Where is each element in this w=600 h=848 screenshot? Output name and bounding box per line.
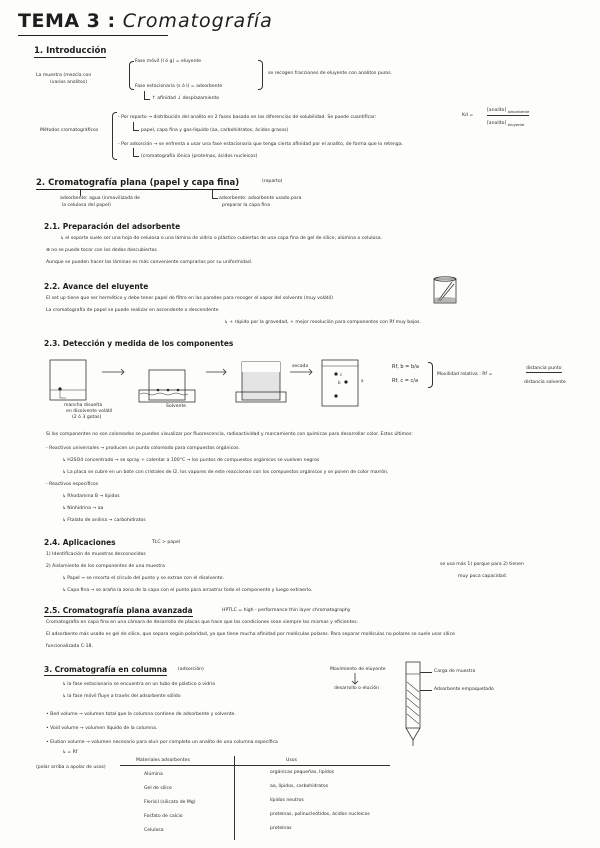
apl-5: se usa más 1) porque para 2) tienen [440, 562, 524, 567]
s1-brace [129, 61, 134, 90]
movilidad-label: Movilidad relativa : Rf = [437, 372, 493, 377]
rf-b: Rf, b = b/a [392, 364, 419, 370]
det-5: - Reactivos específicos [46, 482, 99, 487]
s1-heading: 1. Introducción [34, 46, 107, 56]
det-1: Si los componentes no son coloreados se pueden visualizar por fluorescencia, radioactividad y marcamiento con químicas para desarrollar color. Estos últimos: [46, 432, 413, 437]
det-3: ↳ H2SO4 concentrado → se spray + calentar a 100°C → los puntos de compuestos orgánicos se vuelven negros [62, 458, 320, 463]
b-4: ↳ = Rf [62, 750, 78, 755]
s24-heading: 2.4. Aplicaciones [44, 538, 116, 547]
down-arrow-icon [350, 672, 360, 686]
table-row-mat: Gel de sílice [144, 786, 172, 791]
s2-heading: 2. Cromatografía plana (papel y capa fina) [36, 178, 240, 188]
table-row-mat: Florisil (silicato de Mg) [144, 800, 196, 805]
solvente-label: Solvente [166, 404, 187, 409]
s21-a: ↳ el soporte suele ser una hoja de celulosa o una lámina de vidrio o plástico cubiertas de una capa fina de gel de sílice, alúmina o celulosa. [60, 236, 383, 241]
b-3: • Elution volume → volumen necesario para eluir por completo un analito de una columna específica [46, 740, 278, 745]
mov-num: distancia punto [526, 366, 562, 371]
mov-den: distancia solvente [524, 380, 566, 385]
apl-3: ↳ Papel → se recorta el círculo del punto y se extrae con el disolvente. [62, 576, 225, 581]
s22-b: La cromatografía de papel se puede realizar en ascendente o descendente [46, 308, 219, 313]
title-sub: Cromatografía [122, 10, 273, 32]
s2-ads-c: adsorbente: adsorbente usado para [219, 196, 302, 201]
page-title [18, 10, 273, 32]
plate-2 [149, 370, 185, 400]
s21-b: ⊛ no se puede tocar con los dedos descubiertos [46, 248, 157, 253]
s1-muestra: La muestra (mezcla con [36, 73, 92, 78]
tlc-label: TLC > papel [152, 540, 181, 545]
s3-heading: 3. Cromatografía en columna [44, 665, 168, 674]
s1-m1-hook [133, 122, 139, 131]
detection-diagram [44, 352, 524, 422]
det-6: ↳ Rhodamina B → lípidos [62, 494, 120, 499]
rf-brace [428, 362, 433, 388]
b-1: • Bed volume → volumen total que la columna contiene de adsorbente y solvente. [46, 712, 236, 717]
s1-m1: - Por reparto → distribución del analito en 2 fases basado en las diferencias de solubilidad. Se puede cuantificar: [118, 115, 377, 120]
table-row-uso: proteínas, polinucleótidos, ácidos nucleicos [270, 812, 370, 817]
hptlc-label: HPTLC = high - performance thin layer chromatography [222, 608, 351, 613]
s25-c: funcionalizada C-18. [46, 644, 93, 649]
s21-heading: 2.1. Preparación del adsorbente [44, 222, 181, 231]
s23-heading: 2.3. Detección y medida de los componentes [44, 339, 234, 348]
table-row-uso: lípidos neutros [270, 798, 304, 803]
mov-eluyente-b: desarrollo o elución [334, 686, 379, 691]
s25-b: El adsorbente más usado es gel de sílice, que separa según polaridad, ya que tiene mucha afinidad por moléculas polares. Para separar moléculas no polares se suele usar sílice [46, 632, 455, 637]
s1-kd [462, 113, 473, 119]
table-row-mat: Celulosa [144, 828, 164, 833]
mancha-c: (2 ó 3 gotas) [72, 415, 102, 420]
b-2: • Void volume → volumen líquido de la columna. [46, 726, 158, 731]
s3-adsorcion: (adsorción) [178, 667, 204, 672]
s1-m2b: (cromatografía iónica (proteínas, ácidos nucleicos) [141, 154, 258, 159]
polar-note: (polar arriba a apolar de usos) [36, 765, 106, 770]
title-main: TEMA 3 : [18, 10, 116, 32]
apl-1: 1) Identificación de muestras desconocidas [46, 552, 146, 557]
apl-2: 2) Aislamiento de los componentes de una muestra [46, 564, 165, 569]
s1-metodos: Métodos cromatográficos [40, 128, 99, 133]
kd-label: Kd = [462, 113, 474, 118]
s1-fase-movil: Fase móvil (l ó g) = eluyente [135, 59, 202, 64]
s1-metodos-brace [112, 112, 117, 160]
s1-recogen: se recogen fracciones de eluyente con analitos puros. [268, 71, 393, 76]
tank-sketch-icon [430, 276, 460, 306]
rf-c: Rf, c = c/a [392, 378, 419, 384]
table-hline [120, 765, 390, 766]
carga-label: Carga de muestra [434, 669, 476, 674]
s1-rbrace [258, 60, 263, 90]
secado-label: secado [292, 364, 309, 369]
det-4: ↳ La placa se cubre en un bote con cristales de I2, los vapores de este reaccionan con los compuestos orgánicos y se ponen de color marrón. [62, 470, 389, 475]
det-7: ↳ Ninhidrina → aa [62, 506, 104, 511]
s1-fase-est: Fase estacionaria (s ó l) = adsorbente [135, 84, 223, 89]
kd-denominator: [analito] $_{eluyente}$ [487, 121, 525, 127]
table-header-mat: Materiales adsorbentes [136, 758, 190, 763]
s2-reparto: (reparto) [262, 179, 283, 184]
s22-c: ↳ + rápido por la gravedad, + mejor resolución para componentes con Rf muy bajos. [224, 320, 421, 325]
svg-text:c: c [340, 372, 343, 377]
mancha-a: mancha disuelta [64, 403, 103, 408]
s1-hook [144, 91, 150, 100]
apl-4: ↳ Capa fina → se araña la zona de la capa con el punto para arrastrar todo el componente y luego extraerlo. [62, 588, 313, 593]
mov-eluyente-a: Movimiento de eluyente [330, 667, 386, 672]
s1-m2: - Por adsorción → se enfrenta a usar una fase estacionaria que tenga cierta afinidad por el analito, de forma que lo retenga. [118, 142, 404, 147]
mancha-b: en disolvente volátil [66, 409, 113, 414]
apl-6: muy poca capacidad. [458, 574, 508, 579]
table-row-mat: Fosfato de calcio [144, 814, 183, 819]
table-vline [234, 756, 235, 840]
s1-afinidad: ↑ afinidad ↓ desplazamiento [152, 96, 220, 101]
svg-text:b: b [338, 380, 341, 385]
s2-ads-b: la celulosa del papel) [62, 203, 111, 208]
svg-text:a: a [361, 378, 364, 383]
det-8: ↳ Ftalato de anilina → carbohidratos [62, 518, 146, 523]
title-underline [18, 35, 168, 36]
table-header-uso: Usos [286, 758, 297, 763]
plate-1 [50, 360, 86, 400]
s2-ads-a: adsorbente: agua (inmovilizada de [60, 196, 141, 201]
s1-muestra-b: (varios analitos) [50, 80, 88, 85]
empaq-line [420, 690, 432, 691]
carga-line [420, 672, 432, 673]
s22-a: El set up tiene que ser hermético y debe tener papel de filtro en las paredes para recoger el vapor del solvente (muy volátil) [46, 296, 334, 301]
s3-c2: ↳ la fase móvil fluye a través del adsorbente sólido [62, 694, 181, 699]
s2-ads-d: preparar la capa fina [222, 203, 271, 208]
s1-m1b: papel, capa fina y gas-líquido (aa, carbohidratos, ácidos grasos) [141, 128, 289, 133]
table-row-uso: proteínas [270, 826, 292, 831]
table-row-mat: Alúmina [144, 772, 163, 777]
s21-c: Aunque se pueden hacer las láminas es más conveniente comprarlas por su uniformidad. [46, 260, 253, 265]
s22-heading: 2.2. Avance del eluyente [44, 282, 149, 291]
s2-tick-b [212, 190, 218, 199]
s3-c1: ↳ la fase estacionaria se encuentra en un tubo de plástico o vidrio [62, 682, 216, 687]
table-row-uso: orgánicas pequeñas, lípidos [270, 770, 335, 775]
s25-a: Cromatografía en capa fina en una cámara de desarrollo de placas que hace que las condiciones sean siempre las mismas y eficientes. [46, 620, 359, 625]
kd-numerator: [analito] $_{adsorbente}$ [487, 108, 530, 114]
empaq-label: Adsorbente empaquetado [434, 687, 494, 692]
table-row-uso: aa, lípidos, carbohidratos [270, 784, 329, 789]
s1-m2-hook [133, 148, 139, 157]
det-2: - Reactivos universales → producen un punto coloreado para compuestos orgánicos. [46, 446, 240, 451]
s25-heading: 2.5. Cromatografía plana avanzada [44, 606, 193, 615]
